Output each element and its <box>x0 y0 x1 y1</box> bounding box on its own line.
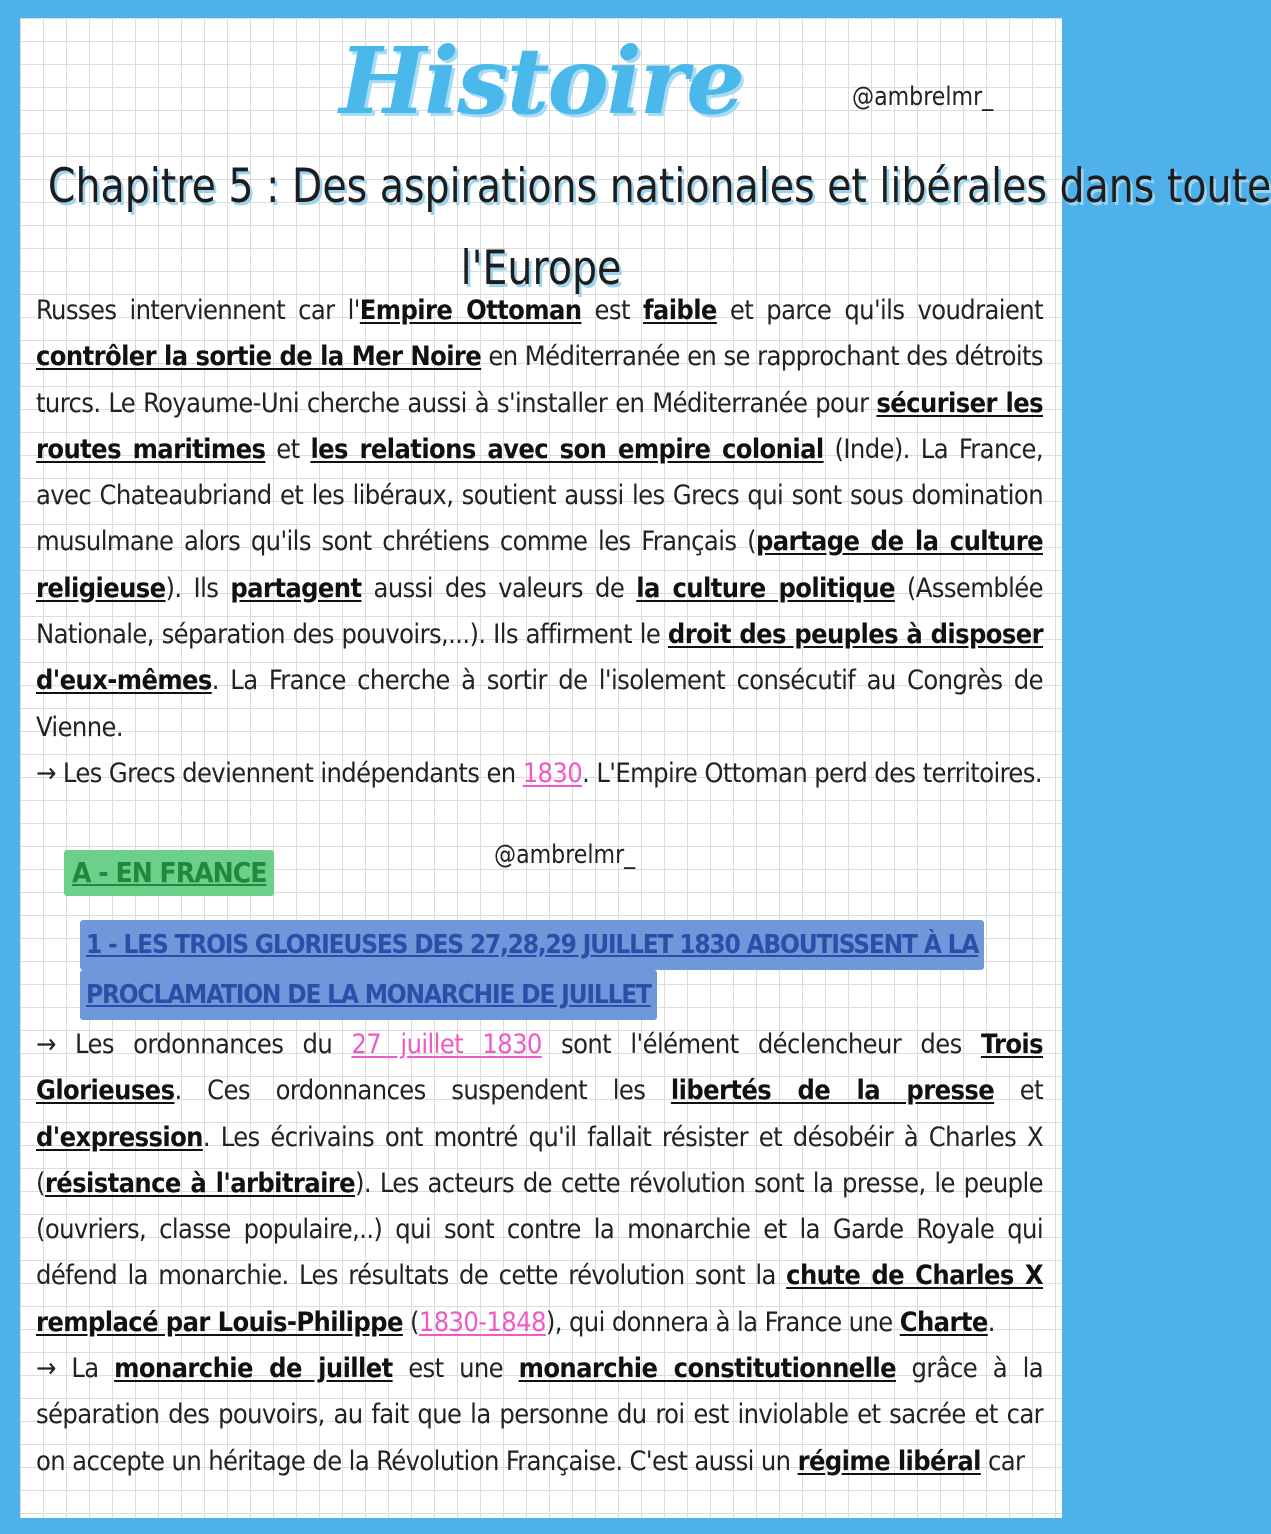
text: grâce à la séparation des pouvoirs, au fait que la personne du roi est inviolable et sacrée et car on accepte un héritage de la Révolution Française. C'est aussi un <box>36 1353 1043 1477</box>
text: sont l'élément déclencheur des <box>541 1029 981 1060</box>
page-title: Histoire <box>339 27 743 135</box>
text: est <box>581 295 643 326</box>
paragraph-monarchie-juillet <box>36 1346 1043 1485</box>
keyword: droit des peuples à disposer d'eux-mêmes <box>36 619 1043 697</box>
keyword: d'expression <box>36 1121 203 1153</box>
keyword: Empire Ottoman <box>359 295 582 326</box>
paragraph-powers-support <box>36 288 1043 751</box>
text: . La France cherche à sortir de l'isolement consécutif au Congrès de Vienne. <box>36 665 1043 743</box>
text-block-2 <box>36 1022 1043 1485</box>
author-handle-top: @ambrelmr_ <box>852 82 994 112</box>
keyword: faible <box>642 295 717 326</box>
text: (Inde). La France, avec Chateaubriand et les libéraux, soutient aussi les Grecs qui sont sous domination musulmane alors qu'ils sont chrétiens comme les Français ( <box>36 433 1043 558</box>
paragraph-greek-independence <box>36 751 1043 797</box>
date: 1830-1848 <box>418 1306 546 1338</box>
chapter-title-line2: l'Europe <box>460 241 622 296</box>
section-heading-a: A - EN FRANCE <box>64 850 274 896</box>
keyword: partage de la culture religieuse <box>36 526 1043 604</box>
text: et <box>265 433 311 465</box>
subsection-heading-1 <box>80 920 984 1020</box>
text: → Les Grecs deviennent indépendants en <box>36 757 523 789</box>
keyword: partagent <box>230 572 362 604</box>
subsection-heading-line1: 1 - LES TROIS GLORIEUSES DES 27,28,29 JUILLET 1830 ABOUTISSENT À LA <box>80 920 984 970</box>
subsection-heading-line2: PROCLAMATION DE LA MONARCHIE DE JUILLET <box>80 970 657 1020</box>
keyword: sécuriser les routes maritimes <box>36 387 1043 465</box>
chapter-title-line1: Chapitre 5 : Des aspirations nationales et libérales dans toute <box>47 159 1271 214</box>
keyword: monarchie de juillet <box>114 1353 393 1385</box>
keyword: libertés de la presse <box>670 1075 995 1107</box>
text: ( <box>402 1306 419 1338</box>
author-handle-middle: @ambrelmr_ <box>494 840 636 870</box>
text: aussi des valeurs de <box>361 572 637 604</box>
keyword: la culture politique <box>636 572 895 604</box>
text: → La <box>36 1353 115 1385</box>
keyword: chute de Charles X remplacé par Louis-Philippe <box>36 1260 1044 1338</box>
keyword: régime libéral <box>797 1445 981 1477</box>
text: et <box>994 1075 1043 1107</box>
text: ), qui donnera à la France une <box>545 1306 900 1338</box>
text: ). Ils <box>165 572 231 604</box>
text: Russes interviennent car l' <box>36 295 360 326</box>
text: . <box>987 1306 995 1338</box>
paragraph-trois-glorieuses <box>36 1022 1043 1346</box>
text: ). Les acteurs de cette révolution sont la presse, le peuple (ouvriers, classe populaire,..) qui sont contre la monarchie et la Garde Royale qui défend la monarchie. Les résultats de cette révolution sont la <box>36 1167 1043 1292</box>
text: est une <box>392 1353 519 1385</box>
keyword: résistance à l'arbitraire <box>44 1167 356 1199</box>
keyword: Charte <box>899 1306 988 1338</box>
keyword: les relations avec son empire colonial <box>310 433 824 465</box>
text: . L'Empire Ottoman perd des territoires. <box>582 757 1042 789</box>
chapter-title <box>47 146 1271 310</box>
text-block-1 <box>36 288 1043 797</box>
text: → Les ordonnances du <box>36 1029 352 1060</box>
text: . Ces ordonnances suspendent les <box>174 1075 671 1107</box>
keyword: Trois Glorieuses <box>36 1029 1044 1107</box>
text: en Méditerranée en se rapprochant des détroits turcs. Le Royaume-Uni cherche aussi à s'installer en Méditerranée pour <box>36 341 1043 419</box>
text: car <box>980 1445 1025 1477</box>
notebook-page <box>20 18 1271 1518</box>
text: . Les écrivains ont montré qu'il fallait résister et désobéir à Charles X ( <box>36 1121 1043 1199</box>
date: 27 juillet 1830 <box>351 1029 542 1060</box>
text: (Assemblée Nationale, séparation des pouvoirs,...). Ils affirment le <box>36 572 1043 651</box>
keyword: monarchie constitutionnelle <box>518 1353 896 1385</box>
keyword: contrôler la sortie de la Mer Noire <box>36 341 482 373</box>
text: et parce qu'ils voudraient <box>716 295 1043 326</box>
date: 1830 <box>522 757 583 789</box>
